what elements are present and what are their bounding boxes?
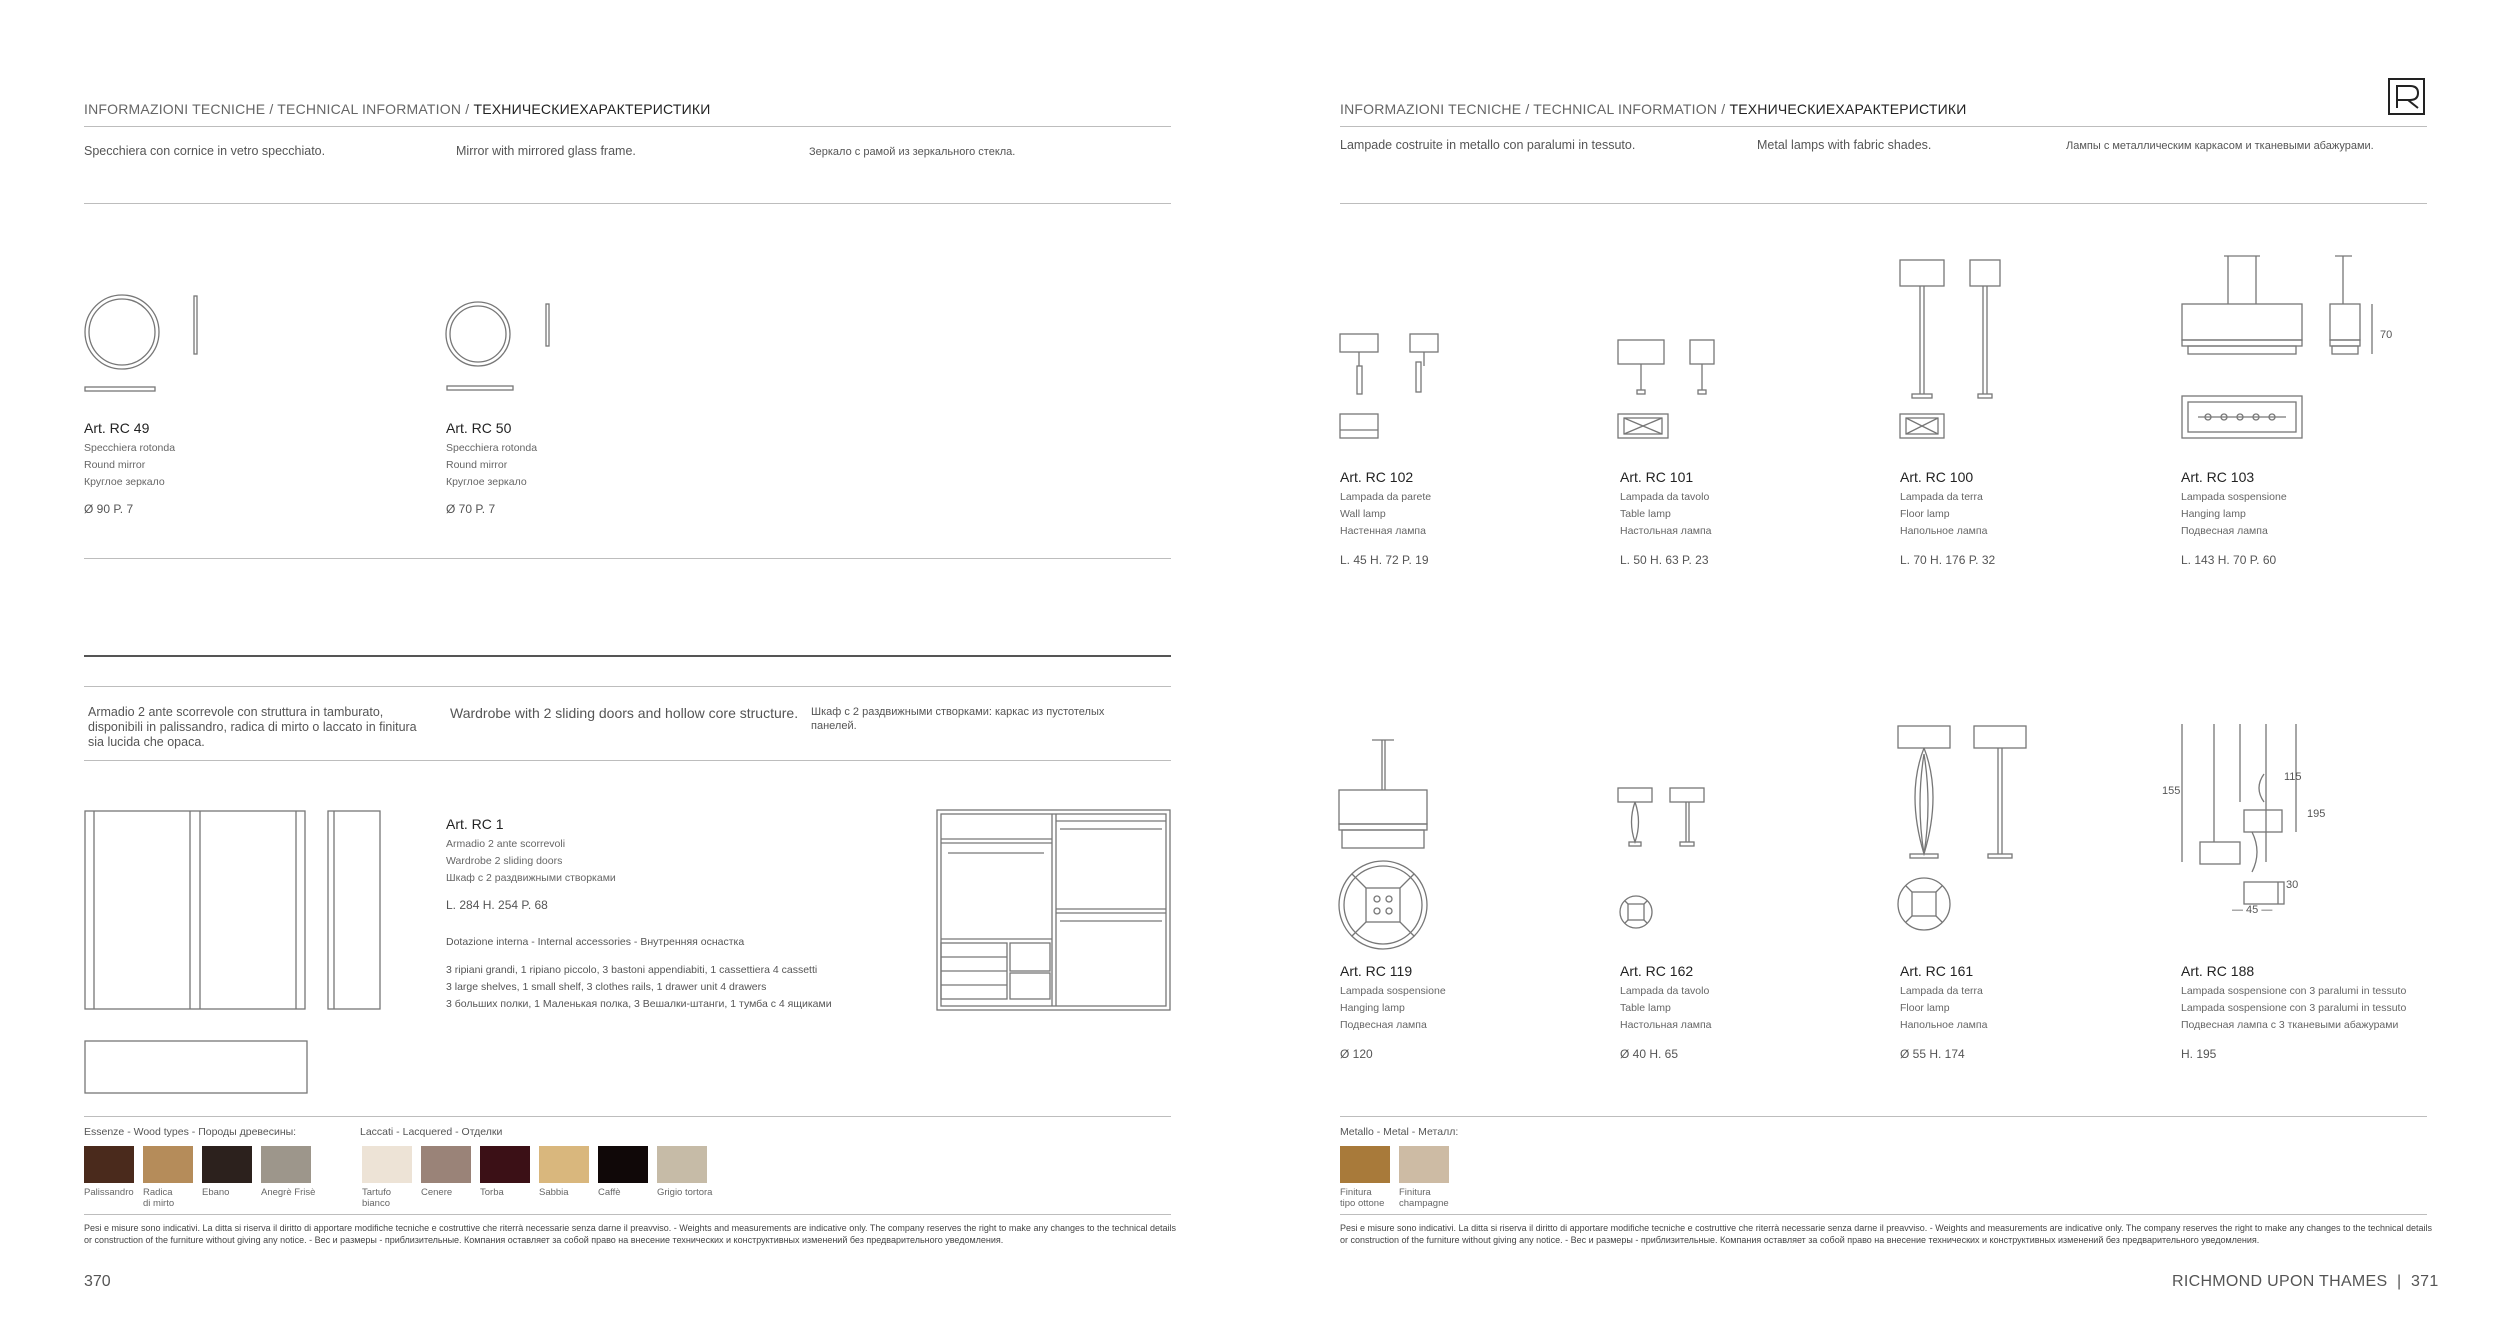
wardrobe-desc-en: Wardrobe with 2 sliding doors and hollow core structure. — [450, 705, 799, 721]
lamp-rc161-art: Art. RC 161 — [1900, 963, 1974, 979]
lamp-rc100-drawing — [1898, 258, 2008, 442]
lamp-rc119-dims: Ø 120 — [1340, 1047, 1373, 1061]
wardrobe-dims: L. 284 H. 254 P. 68 — [446, 898, 548, 912]
wood-legend: Essenze - Wood types - Породы древесины: — [84, 1126, 297, 1138]
metal-swatch — [1399, 1146, 1449, 1183]
lamp-rc162-art: Art. RC 162 — [1620, 963, 1694, 979]
footer-note-left: Pesi e misure sono indicativi. La ditta si riserva il diritto di apportare modifiche tecniche e costruttive che riterrà necessarie senza darne il preavviso. - Weights and measurements are indicative only. The company reserves the right to make any changes to the technical details or construction of the furniture without giving any notice. - Вес и размеры - приблизительные. Компания оставляет за собой право на внесение технических и конструктивных изменений без предварительного уведомления. — [84, 1223, 1177, 1245]
lacquer-swatch — [362, 1146, 412, 1183]
lacquer-swatch — [657, 1146, 707, 1183]
mirror-rc49-drawing — [84, 294, 204, 394]
divider — [84, 126, 1171, 127]
mirror-rc50-drawing — [446, 302, 566, 392]
lacquer-swatch — [421, 1146, 471, 1183]
rc188-label-155: 155 — [2162, 785, 2181, 797]
lamp-rc161-dims: Ø 55 H. 174 — [1900, 1047, 1965, 1061]
lamp-rc101-drawing — [1616, 338, 1726, 442]
lacquer-swatch-label: Sabbia — [539, 1187, 569, 1198]
lamp-rc100-dims: L. 70 H. 176 P. 32 — [1900, 553, 1996, 567]
lamp-rc102-dims: L. 45 H. 72 P. 19 — [1340, 553, 1429, 567]
rc188-label-115: 115 — [2284, 771, 2302, 783]
lacquer-swatch — [539, 1146, 589, 1183]
wardrobe-accessories-title: Dotazione interna - Internal accessories - Внутренняя оснастка — [446, 936, 745, 948]
lamp-rc188-art: Art. RC 188 — [2181, 963, 2255, 979]
metal-swatch-label: Finitura champagne — [1399, 1187, 1449, 1209]
wood-swatch-label: Anegrè Frisè — [261, 1187, 316, 1198]
mirror-desc-en: Mirror with mirrored glass frame. — [456, 144, 636, 158]
lamp-rc162-info: Lampada da tavolo Table lamp Настольная лампа — [1620, 985, 1712, 1031]
wood-swatch — [84, 1146, 134, 1183]
left-header: INFORMAZIONI TECNICHE / TECHNICAL INFORMATION / ТЕХНИЧЕСКИЕХАРАКТЕРИСТИКИ — [84, 101, 711, 117]
lamp-rc103-dims: L. 143 H. 70 P. 60 — [2181, 553, 2277, 567]
wardrobe-front-drawing — [84, 810, 384, 1050]
lamp-rc162-drawing — [1614, 786, 1714, 930]
metal-swatch — [1340, 1146, 1390, 1183]
lamp-rc103-drawing — [2180, 254, 2393, 444]
lacquer-swatch-label: Grigio tortora — [657, 1187, 713, 1198]
lacquer-swatch-label: Tartufo bianco — [362, 1187, 392, 1209]
divider — [1340, 1116, 2427, 1117]
lamp-desc-it: Lampade costruite in metallo con paralumi in tessuto. — [1340, 138, 1636, 152]
lamp-rc161-info: Lampada da terra Floor lamp Напольное лампа — [1900, 985, 1988, 1031]
page-number-left: 370 — [84, 1273, 111, 1290]
lamp-rc188-dims: H. 195 — [2181, 1047, 2217, 1061]
wood-swatch — [143, 1146, 193, 1183]
divider — [84, 760, 1171, 761]
lamp-rc188-drawing — [2180, 722, 2320, 932]
lamp-rc100-art: Art. RC 100 — [1900, 469, 1974, 485]
mirror-rc49-art: Art. RC 49 — [84, 420, 150, 436]
divider — [84, 1116, 1171, 1117]
wardrobe-info: Armadio 2 ante scorrevoli Wardrobe 2 sliding doors Шкаф с 2 раздвижными створками — [446, 838, 616, 884]
lamp-desc-ru: Лампы с металлическим каркасом и тканевыми абажурами. — [2066, 140, 2374, 152]
wood-swatch — [261, 1146, 311, 1183]
lamp-rc103-art: Art. RC 103 — [2181, 469, 2255, 485]
wardrobe-desc-it: Armadio 2 ante scorrevole con struttura in tamburato, disponibili in palissandro, radica di mirto o laccato in finitura sia lucida che opaca. — [88, 705, 417, 749]
lacquer-legend: Laccati - Lacquered - Отделки — [360, 1126, 503, 1138]
lamp-desc-en: Metal lamps with fabric shades. — [1757, 138, 1932, 152]
lacquer-swatch — [480, 1146, 530, 1183]
rc188-label-195: 195 — [2307, 808, 2326, 820]
rc188-label-30: 30 — [2286, 879, 2299, 891]
mirror-rc49-dims: Ø 90 P. 7 — [84, 502, 134, 516]
page-footer-right: RICHMOND UPON THAMES | 371 — [2172, 1273, 2439, 1290]
footer-note-right: Pesi e misure sono indicativi. La ditta si riserva il diritto di apportare modifiche tecniche e costruttive che riterrà necessarie senza darne il preavviso. - Weights and measurements are indicative only. The company reserves the right to make any changes to the technical details or construction of the furniture without giving any notice. - Вес и размеры - приблизительные. Компания оставляет за собой право на внесение технических и конструктивных изменений без предварительного уведомления. — [1340, 1223, 2433, 1245]
lamp-rc102-drawing — [1338, 332, 1448, 442]
wood-swatch — [202, 1146, 252, 1183]
lamp-rc162-dims: Ø 40 H. 65 — [1620, 1047, 1679, 1061]
mirror-rc50-art: Art. RC 50 — [446, 420, 512, 436]
wardrobe-accessories: 3 ripiani grandi, 1 ripiano piccolo, 3 bastoni appendiabiti, 1 cassettiera 4 cassetti 3 large shelves, 1 small shelf, 3 clothes rails, 1 drawer unit 4 drawers 3 больших полки, 1 Маленькая полка, 3 Вешалки-штанги, 1 тумба с 4 ящиками — [446, 964, 832, 1010]
divider — [84, 558, 1171, 559]
wood-swatch-label: Palissandro — [84, 1187, 134, 1198]
lamp-rc161-drawing — [1894, 724, 2004, 934]
brand-logo-icon — [2388, 78, 2426, 116]
rc103-height-label: 70 — [2380, 329, 2393, 341]
metal-swatch-label: Finitura tipo ottone — [1340, 1187, 1385, 1209]
divider — [84, 655, 1171, 657]
divider — [84, 203, 1171, 204]
metal-legend: Metallo - Metal - Металл: — [1340, 1126, 1459, 1138]
mirror-rc50-dims: Ø 70 P. 7 — [446, 502, 496, 516]
lamp-rc119-drawing — [1336, 738, 1436, 948]
divider — [1340, 203, 2427, 204]
wardrobe-desc-ru: Шкаф с 2 раздвижными створками: каркас из пустотелых панелей. — [811, 706, 1105, 732]
lamp-rc102-art: Art. RC 102 — [1340, 469, 1414, 485]
lamp-rc188-info: Lampada sospensione con 3 paralumi in tessuto Lampada sospensione con 3 paralumi in tessuto Подвесная лампа с 3 тканевыми абажурами — [2181, 985, 2407, 1031]
lacquer-swatch-label: Torba — [480, 1187, 504, 1198]
wood-swatch-label: Ebano — [202, 1187, 230, 1198]
lamp-rc103-info: Lampada sospensione Hanging lamp Подвесная лампа — [2181, 491, 2287, 537]
mirror-desc-it: Specchiera con cornice in vetro specchiato. — [84, 144, 326, 158]
lacquer-swatch — [598, 1146, 648, 1183]
lamp-rc100-info: Lampada da terra Floor lamp Напольное лампа — [1900, 491, 1988, 537]
lacquer-swatch-label: Caffè — [598, 1187, 621, 1198]
divider — [84, 686, 1171, 687]
mirror-rc49-info: Specchiera rotonda Round mirror Круглое зеркало — [84, 442, 176, 488]
divider — [84, 1214, 1171, 1215]
divider — [1340, 126, 2427, 127]
lamp-rc101-art: Art. RC 101 — [1620, 469, 1694, 485]
lamp-rc102-info: Lampada da parete Wall lamp Настенная лампа — [1340, 491, 1432, 537]
wood-swatch-label: Radica di mirto — [143, 1187, 175, 1209]
right-header: INFORMAZIONI TECNICHE / TECHNICAL INFORMATION / ТЕХНИЧЕСКИЕХАРАКТЕРИСТИКИ — [1340, 101, 1967, 117]
divider — [1340, 1214, 2427, 1215]
lacquer-swatch-label: Cenere — [421, 1187, 453, 1198]
rc188-label-45: — 45 — — [2232, 904, 2273, 916]
lamp-rc119-info: Lampada sospensione Hanging lamp Подвесная лампа — [1340, 985, 1446, 1031]
wardrobe-interior-drawing — [936, 809, 1172, 1011]
lamp-rc119-art: Art. RC 119 — [1340, 963, 1413, 979]
lamp-rc101-info: Lampada da tavolo Table lamp Настольная лампа — [1620, 491, 1712, 537]
wardrobe-art: Art. RC 1 — [446, 816, 504, 832]
mirror-desc-ru: Зеркало с рамой из зеркального стекла. — [809, 146, 1016, 158]
lamp-rc101-dims: L. 50 H. 63 P. 23 — [1620, 553, 1709, 567]
mirror-rc50-info: Specchiera rotonda Round mirror Круглое зеркало — [446, 442, 538, 488]
